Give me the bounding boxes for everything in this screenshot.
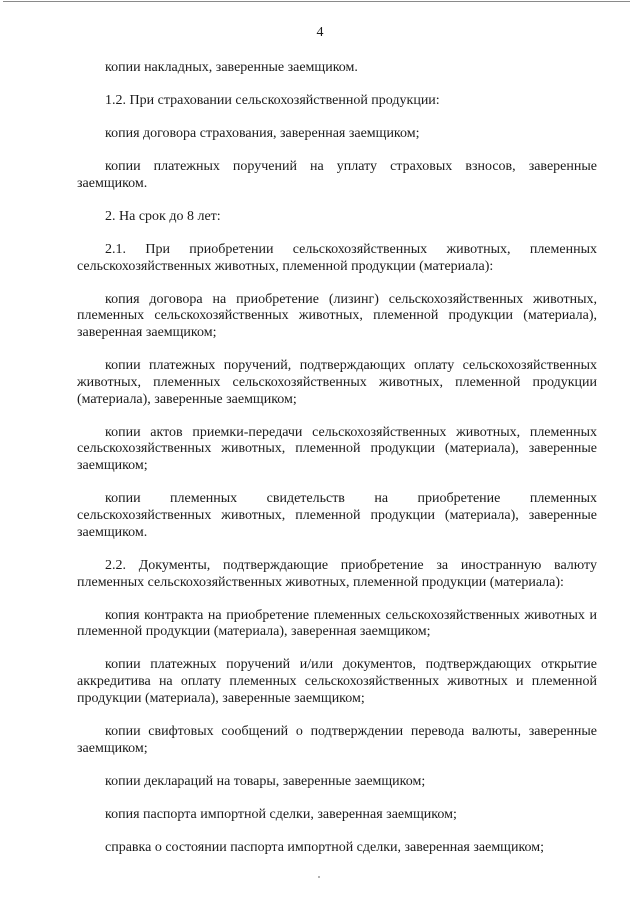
heading-2-1-animals-purchase: 2.1. При приобретении сельскохозяйственных животных, племенных сельскохозяйственных животных, племенной продукции (материала): [77, 241, 597, 274]
paragraph-import-passport: копия паспорта импортной сделки, заверенная заемщиком; [105, 806, 457, 822]
paragraph-insurance-payments: копии платежных поручений на уплату страховых взносов, заверенные заемщиком. [77, 158, 597, 191]
heading-1-2-insurance: 1.2. При страховании сельскохозяйственной продукции: [105, 92, 440, 108]
paragraph-swift-messages: копии свифтовых сообщений о подтверждении перевода валюты, заверенные заемщиком; [77, 723, 597, 756]
paragraph-foreign-contract: копия контракта на приобретение племенных сельскохозяйственных животных и племенной продукции (материала), заверенная заемщиком; [77, 607, 597, 640]
paragraph-import-passport-status: справка о состоянии паспорта импортной сделки, заверенная заемщиком; [105, 839, 545, 855]
heading-2-2-foreign-currency: 2.2. Документы, подтверждающие приобретение за иностранную валюту племенных сельскохозяйственных животных, племенной продукции (материала): [77, 557, 597, 590]
heading-2-term-8-years: 2. На срок до 8 лет: [105, 208, 221, 224]
paragraph-insurance-contract: копия договора страхования, заверенная заемщиком; [105, 125, 420, 141]
paragraph-breeding-certificates: копии племенных свидетельств на приобретение племенных сельскохозяйственных животных, племенной продукции (материала), заверенные заемщиком. [77, 491, 597, 540]
scan-speck [318, 876, 320, 878]
paragraph-invoices-copies: копии накладных, заверенные заемщиком. [105, 60, 358, 75]
paragraph-acceptance-acts: копии актов приемки-передачи сельскохозяйственных животных, племенных сельскохозяйственных животных, племенной продукции (материала), заверенные заемщиком; [77, 424, 597, 474]
paragraph-goods-declarations: копии деклараций на товары, заверенные заемщиком; [105, 773, 426, 789]
paragraph-letter-of-credit: копии платежных поручений и/или документов, подтверждающих открытие аккредитива на оплату племенных сельскохозяйственных животных и племенной продукции (материала), заверенные заемщиком; [77, 657, 597, 706]
scan-top-edge-line [3, 1, 630, 2]
paragraph-purchase-contract: копия договора на приобретение (лизинг) сельскохозяйственных животных, племенных сельскохозяйственных животных, племенной продукции (материала), заверенная заемщиком; [77, 291, 597, 341]
document-body [77, 60, 597, 873]
paragraph-payment-orders: копии платежных поручений, подтверждающих оплату сельскохозяйственных животных, племенных сельскохозяйственных животных, племенной продукции (материала), заверенные заемщиком; [77, 358, 597, 407]
page-number: 4 [316, 25, 324, 40]
